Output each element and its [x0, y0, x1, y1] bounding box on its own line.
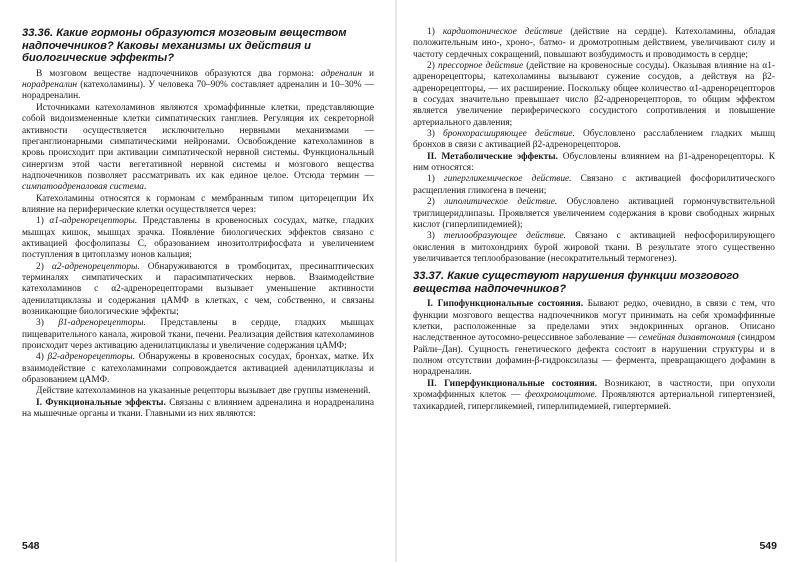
right-column: [413, 27, 775, 413]
section-hyperfunction: II. Гиперфункциональные состояния.: [427, 378, 598, 389]
page-number-left: 548: [22, 540, 40, 552]
section-functional-effects: I. Функциональные эффекты.: [36, 397, 166, 408]
list-item-pressor: 2) прессорное действие (действие на кровеносные сосуды). Оказывая влияние на α1-адренорецепторы, катехоламины вызывают сужение сосудов, а действуя на β2-адренорецепторы, — их расширение. Поскольку общее количество α1-адренорецепторов в сосудах значительно превышает число β2-адренорецепторов, то общим эффектом является увеличение периферического сосудистого сопротивления и повышение артериального давления;: [413, 61, 776, 128]
list-item-beta1: 3) β1-адренорецепторы. Представлены в сердце, гладких мышцах пищеварительного канала, жировой ткани, печени. Реализация действия катехоламинов происходит через активацию аденилатциклазы и увеличение содержания цАМФ;: [22, 318, 374, 352]
question-heading-33-37: 33.37. Какие существуют нарушения функции мозгового вещества надпочечников?: [413, 270, 739, 295]
left-column: [22, 27, 374, 420]
term-adrenalin: адреналин: [320, 68, 362, 79]
right-page: [397, 0, 793, 562]
list-item-bronchodilating: 3) бронхорасширяющее действие. Обусловлено расслаблением гладких мышц бронхов в связи с активацией β2-адренорецепторов.: [413, 129, 775, 151]
list-item-alpha2: 2) α2-адренорецепторы. Обнаруживаются в тромбоцитах, пресинаптических терминалях симпатических и парасимпатических нервов. Взаимодействие катехоламинов с α2-адренорецепторами вызывает уменьшение активности аденилатциклазы и содержания цАМФ в клетках, с чем, собственно, и связаны возникающие биологические эффекты;: [22, 261, 375, 317]
term-noradrenalin: норадреналин: [22, 80, 78, 91]
term-pheochromocytoma: феохромоцитоме.: [525, 390, 598, 401]
paragraph-hormones: В мозговом веществе надпочечников образуются два гормона: адреналин и норадреналин (катехоламины). У человека 70–90% составляет адреналин и 10–30% — норадреналин.: [22, 68, 374, 102]
paragraph-two-groups: Действие катехоламинов на указанные рецепторы вызывает две группы изменений.: [36, 386, 371, 397]
paragraph-functional-effects: I. Функциональные эффекты. Связаны с влиянием адреналина и норадреналина на мышечные органы и ткани. Главными из них являются:: [22, 397, 374, 420]
list-item-alpha1: 1) α1-адренорецепторы. Представлены в кровеносных сосудах, матке, гладких мышцах кишок, мышцах зрачка. Появление биологических эффектов связано с активацией фосфолипазы С, образованием инозитолтрифосфата и увеличением поступления в цитоплазму ионов кальция;: [22, 216, 375, 261]
list-item-beta2: 4) β2-адренорецепторы. Обнаружены в кровеносных сосудах, бронхах, матке. Их взаимодействие с катехоламинами сопровождается активацией аденилатциклазы и образованием цАМФ.: [22, 352, 375, 386]
section-metabolic-effects: II. Метаболические эффекты.: [427, 151, 558, 162]
paragraph-hyperfunction: II. Гиперфункциональные состояния. Возникают, в частности, при опухоли хромаффинных клеток — феохромоцитоме. Проявляются артериальной гипертензией, тахикардией, гипергликемией, гиперлипидемией, гипертермией.: [413, 378, 775, 412]
list-item-hyperglycemic: 1) гипергликемическое действие. Связано с активацией фосфорилитического расщепления гликогена в печени;: [413, 174, 775, 196]
question-heading-33-36: 33.36. Какие гормоны образуются мозговым веществом надпочечников? Каковы механизмы их действия и биологические эффекты?: [22, 27, 347, 65]
left-page: [0, 0, 396, 562]
list-item-thermogenic: 3) теплообразующее действие. Связано с активацией нефосфорилирующего окисления в митохондриях бурой жировой ткани. В результате этого существенно увеличивается теплообразование (несократительный термогенез).: [413, 231, 775, 264]
section-hypofunction: I. Гипофункциональные состояния.: [427, 299, 584, 310]
paragraph-hypofunction: I. Гипофункциональные состояния. Бывают редко, очевидно, в связи с тем, что функции мозгового вещества надпочечников могут принимать на себя хромаффинные клетки, расположенные за пределами этих эндокринных органов. Описано наследственное аутосомно-рецессивное заболевание — семейная дизавтономия (синдром Райли–Дан). Сущность генетического дефекта состоит в нарушении структуры и в полном отсутствии дофамин-β-гидроксилазы — фермента, превращающего дофамин в норадреналин.: [413, 299, 775, 378]
list-item-lipolytic: 2) липолитическое действие. Обусловлено активацией гормончувствительной триглицеридлипазы. Проявляется увеличением содержания в крови свободных жирных кислот (гиперлипидемией);: [413, 197, 775, 230]
list-item-cardiotonic: 1) кардиотоническое действие (действие на сердце). Катехоламины, обладая положительным ино-, хроно-, батмо- и дромотропным действием, увеличивают силу и частоту сердечных сокращений, повышают возбудимость и проводимость в сердце;: [413, 27, 776, 60]
paragraph-sources: Источниками катехоламинов являются хромаффинные клетки, представляющие собой видоизмененные клетки симпатических ганглиев. Регуляция их секреторной активности осуществляется исключительно нервными механизмами — преганглионарными симпатическими нейронами. Освобождение катехоламинов в кровь происходит при активации симпатической нервной системы. Функциональный синергизм этой части вегетативной нервной системы и мозгового вещества надпочечников позволяет рассматривать их как единое целое. Отсюда термин — симпатоадреналовая система.: [22, 102, 374, 193]
paragraph-receptors-intro: Катехоламины относятся к гормонам с мембранным типом циторецепции Их влияние на периферические клетки осуществляется через:: [22, 193, 374, 215]
page-number-right: 549: [759, 540, 777, 552]
term-familial-dysautonomia: семейная дизавтономия: [638, 333, 736, 344]
paragraph-metabolic-effects: II. Метаболические эффекты. Обусловлены влиянием на β1-адренорецепторы. К ним относятся:: [413, 151, 775, 174]
term-sympathoadrenal: симпатоадреналовая система: [22, 182, 144, 193]
